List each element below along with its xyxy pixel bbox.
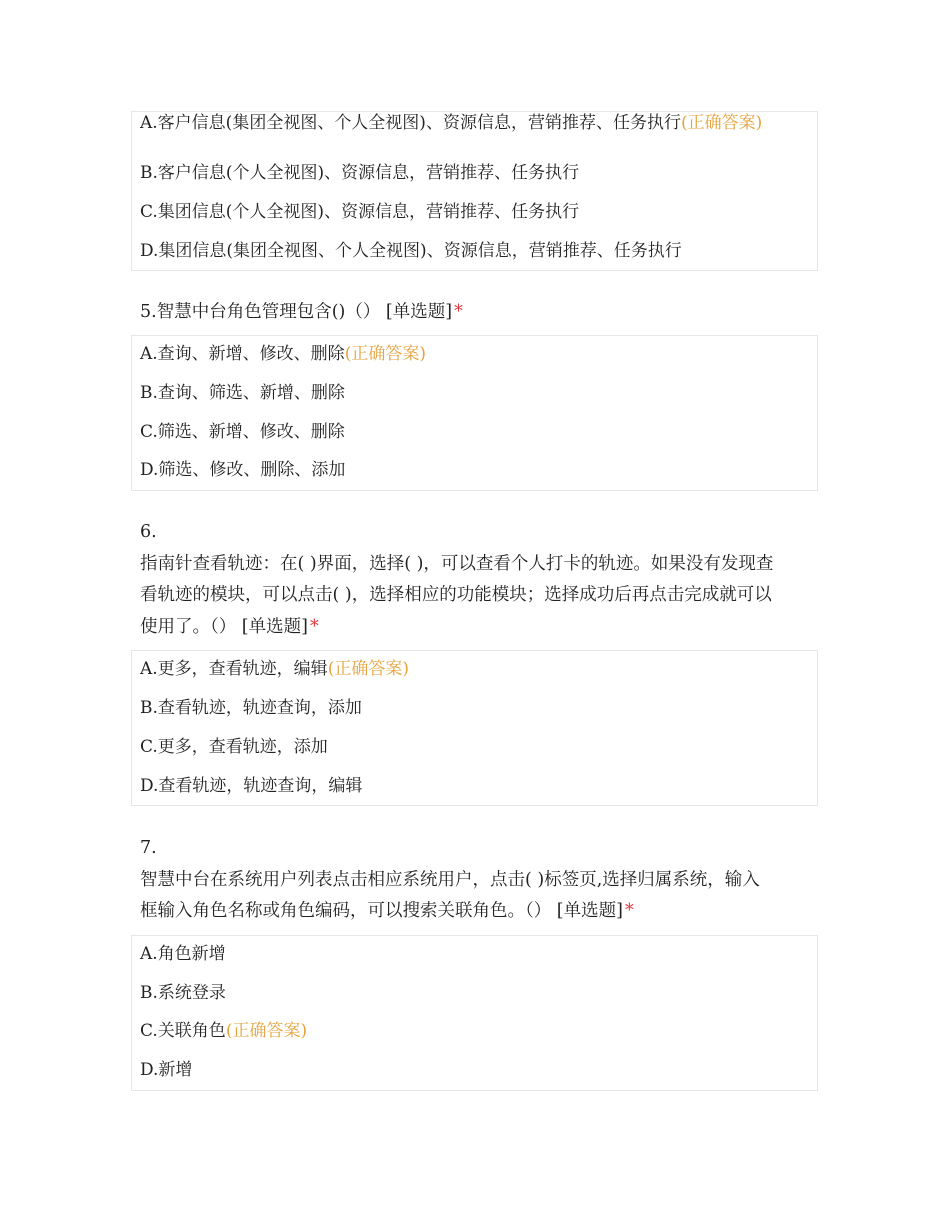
correct-answer-label: (正确答案) (680, 113, 763, 133)
options-box-q4 (131, 111, 818, 271)
option-text: C.集团信息(个人全视图)、资源信息，营销推荐、任务执行 (140, 202, 580, 222)
option-text: B.查询、筛选、新增、删除 (140, 383, 345, 403)
option-b (140, 983, 812, 1003)
option-c (140, 202, 812, 222)
option-text: D.集团信息(集团全视图、个人全视图)、资源信息，营销推荐、任务执行 (140, 241, 682, 261)
question-line: 框输入角色名称或角色编码，可以搜索关联角色。（） [单选题] * (140, 901, 634, 921)
option-d (140, 776, 812, 796)
question-line: 7. (140, 838, 157, 858)
question-line: 智慧中台在系统用户列表点击相应系统用户，点击( )标签页,选择归属系统，输入 (140, 869, 760, 890)
correct-answer-label: (正确答案) (225, 1021, 308, 1041)
option-text: D.查看轨迹，轨迹查询，编辑 (140, 776, 363, 796)
option-text: C.关联角色 (140, 1021, 226, 1041)
option-text: C.更多，查看轨迹，添加 (140, 737, 328, 757)
option-text: B.查看轨迹，轨迹查询，添加 (140, 698, 362, 718)
option-text: A.更多，查看轨迹，编辑 (140, 659, 328, 679)
option-text: A.客户信息(集团全视图、个人全视图)、资源信息，营销推荐、任务执行 (140, 113, 681, 133)
option-d (140, 460, 812, 480)
required-asterisk: * (309, 616, 319, 637)
option-text: C.筛选、新增、修改、删除 (140, 422, 345, 442)
required-asterisk: * (454, 302, 463, 322)
question-5-title (140, 297, 812, 329)
question-7-title (140, 833, 812, 928)
option-text: D.新增 (140, 1060, 193, 1080)
option-c (140, 737, 812, 757)
option-b (140, 698, 812, 718)
question-line: 使用了。（） [单选题] * (140, 616, 319, 637)
option-text: D.筛选、修改、删除、添加 (140, 460, 346, 480)
option-d (140, 1060, 812, 1080)
option-a (140, 659, 812, 679)
required-asterisk: * (624, 901, 634, 921)
question-line: 6. (140, 522, 157, 542)
options-box-q6 (131, 650, 818, 806)
option-d (140, 241, 812, 261)
option-text: A.查询、新增、修改、删除 (140, 344, 345, 364)
option-a (140, 944, 812, 964)
option-b (140, 383, 812, 403)
question-line: 看轨迹的模块，可以点击( )，选择相应的功能模块；选择成功后再点击完成就可以 (140, 585, 772, 605)
option-text: B.客户信息(个人全视图)、资源信息，营销推荐、任务执行 (140, 163, 580, 183)
question-line: 指南针查看轨迹：在( )界面，选择( )，可以查看个人打卡的轨迹。如果没有发现查 (140, 553, 774, 574)
question-6-title (140, 517, 812, 643)
option-c (140, 422, 812, 442)
option-c (140, 1021, 812, 1041)
option-a (140, 344, 812, 364)
correct-answer-label: (正确答案) (327, 659, 409, 679)
options-box-q5 (131, 335, 818, 491)
options-box-q7 (131, 935, 818, 1091)
option-text: A.角色新增 (140, 944, 226, 964)
option-text: B.系统登录 (140, 983, 226, 1003)
option-b (140, 163, 812, 183)
correct-answer-label: (正确答案) (344, 344, 426, 364)
question-line: 5.智慧中台角色管理包含()（） [单选题] * (140, 302, 463, 322)
option-a (140, 114, 812, 132)
